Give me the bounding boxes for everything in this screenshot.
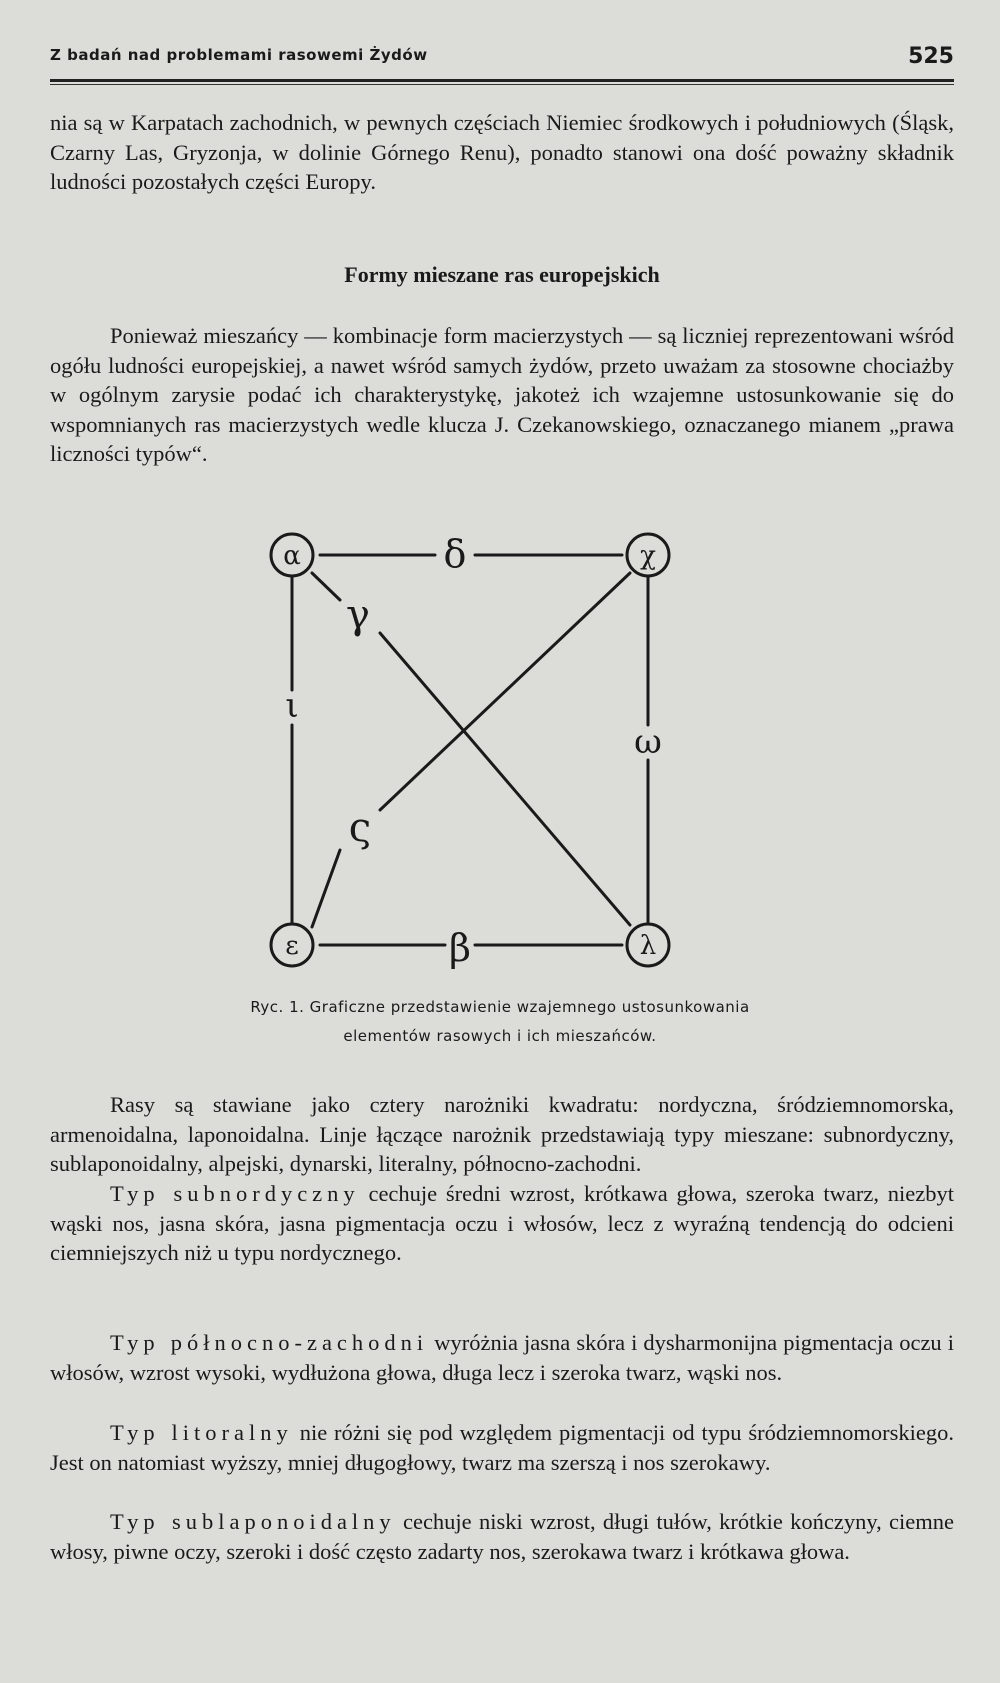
paragraph-text: Rasy są stawiane jako cztery narożniki kwadratu: nordyczna, śródziemnomorska, armenoidalna, laponoidalna. Linje łączące narożnik przedstawiają typy mieszane: subnordyczny, sublaponoidalny, alpejski, dynarski, literalny, północno-zachodni. [50, 1092, 954, 1176]
caption-line-2: elementów rasowych i ich mieszańców. [343, 1027, 657, 1045]
header-rule-thin [50, 84, 954, 85]
diagonal-up [380, 573, 630, 810]
paragraph-text: cechuje niski wzrost, długi tułów, krótkie kończyny, ciemne włosy, piwne oczy, szeroki i dość często zadarty nos, szerokawa twarz i krótkawa głowa. [50, 1509, 954, 1564]
corner-label-top-left: α [283, 541, 301, 571]
paragraph-races [50, 1090, 954, 1179]
corner-label-bottom-right: λ [639, 931, 657, 961]
type-label: Typ litoralny [110, 1420, 293, 1445]
edge-label-top: δ [443, 532, 467, 576]
corner-label-top-right: χ [640, 541, 656, 571]
edge-label-right: ω [634, 722, 662, 762]
edge-label-bottom: β [449, 926, 471, 970]
paragraph-littoral [50, 1418, 954, 1477]
section-heading: Formy mieszane ras europejskich [344, 262, 660, 287]
paragraph-sublaponoid [50, 1507, 954, 1566]
type-label: Typ północno-zachodni [110, 1330, 429, 1355]
running-title: Z badań nad problemami rasowemi Żydów [50, 46, 428, 64]
paragraph-subnordic [50, 1179, 954, 1268]
type-label: Typ subnordyczny [110, 1181, 360, 1206]
corner-label-bottom-left: ε [285, 931, 299, 961]
edge-label-diagonal-lower: ς [348, 805, 372, 851]
diagonal-up-end [312, 850, 340, 927]
header-rule [50, 79, 954, 82]
paragraph-northwest [50, 1328, 954, 1387]
race-relations-diagram [50, 525, 954, 975]
diagonal-down-start [312, 573, 340, 600]
edge-label-left: ι [285, 686, 299, 726]
page-number: 525 [908, 44, 954, 69]
type-label: Typ sublaponoidalny [110, 1509, 396, 1534]
intro-paragraph: nia są w Karpatach zachodnich, w pewnych częściach Niemiec środkowych i południowych (Śląsk, Czarny Las, Gryzonja, w dolinie Górnego Renu), ponadto stanowi ona dość poważny składnik ludności pozostałych części Europy. [50, 110, 954, 194]
diagonal-down [380, 633, 630, 925]
paragraph-text: nie różni się pod względem pigmentacji od typu śródziemnomorskiego. Jest on natomiast wyższy, mniej długogłowy, twarz ma szerszą i nos szerokawy. [50, 1420, 954, 1475]
paragraph-text: cechuje średni wzrost, krótkawa głowa, szeroka twarz, niezbyt wąski nos, jasna skóra, jasna pigmentacja oczu i włosów, lecz z wyraźną tendencją do odcieni ciemniejszych niż u typu nordycznego. [50, 1181, 954, 1265]
caption-line-1: Ryc. 1. Graficzne przedstawienie wzajemnego ustosunkowania [250, 998, 750, 1016]
paragraph-text: wyróżnia jasna skóra i dysharmonijna pigmentacja oczu i włosów, wzrost wysoki, wydłużona głowa, długa lecz i szeroka twarz, wąski nos. [50, 1330, 954, 1385]
page-header [50, 44, 954, 76]
edge-label-diagonal-upper: γ [346, 592, 370, 638]
paragraph-mixed-forms: Ponieważ mieszańcy — kombinacje form macierzystych — są liczniej reprezentowani wśród ogółu ludności europejskiej, a nawet wśród samych żydów, przeto uważam za stosowne chociażby w ogólnym zarysie podać ich charakterystykę, jakoteż ich wzajemne ustosunkowanie się do wspomnianych ras macierzystych wedle klucza J. Czekanowskiego, oznaczanego mianem „prawa liczności typów“. [50, 323, 954, 466]
figure-caption [140, 993, 860, 1051]
